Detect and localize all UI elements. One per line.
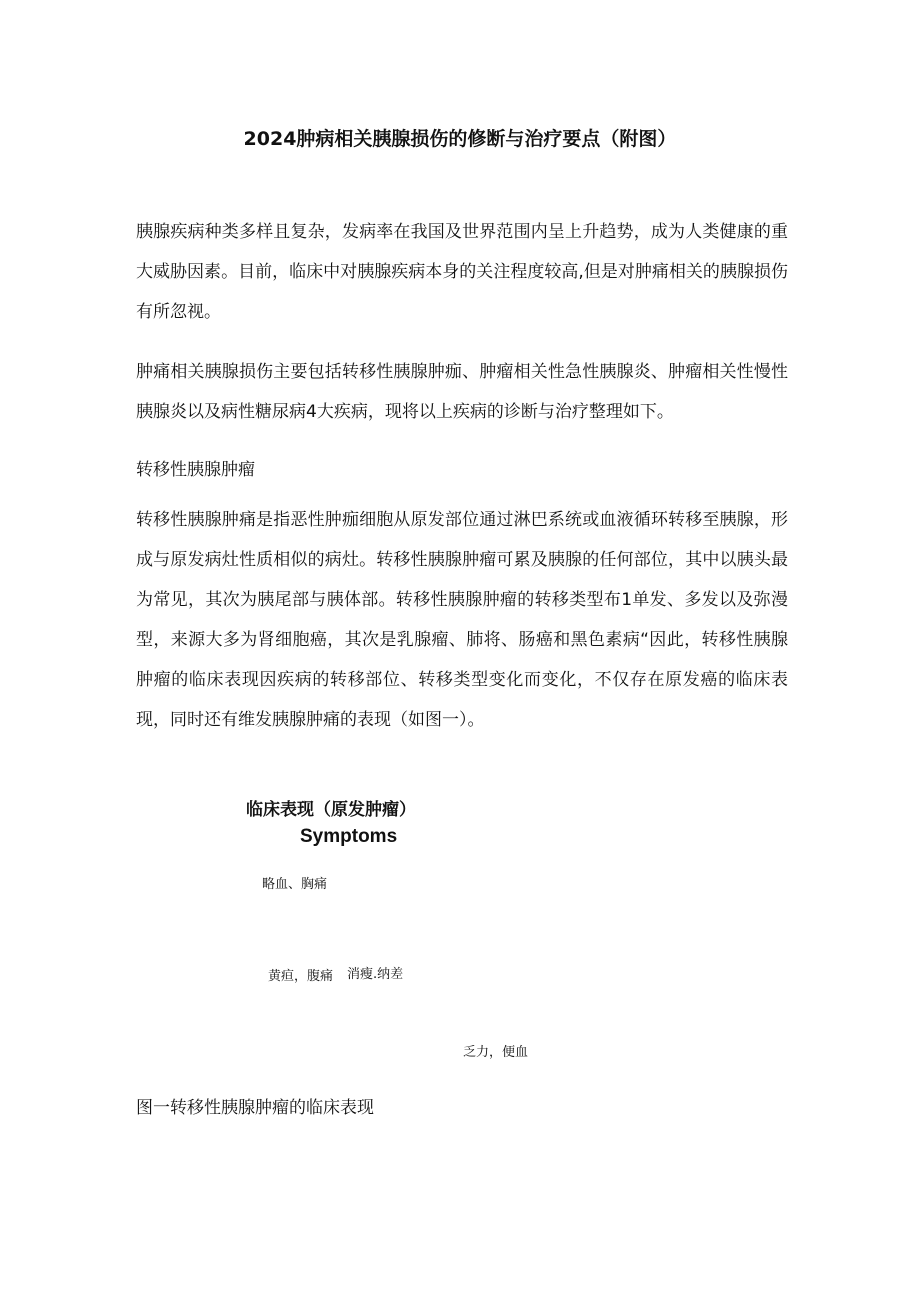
symptom-label-abdomen: 黄疸，腹痛 [268, 969, 334, 984]
symptom-label-chest: 略血、胸痛 [262, 877, 328, 892]
intro-paragraph-2: 肿痛相关胰腺损伤主要包括转移性胰腺肿痂、肿瘤相关性急性胰腺炎、肿瘤相关性慢性胰腺炎以及病性糖尿病4大疾病，现将以上疾病的诊断与治疗整理如下。 [136, 362, 788, 422]
intro-paragraph-2-block [136, 352, 788, 432]
symptom-label-weight: 消瘦.纳差 [347, 967, 404, 982]
document-title: 2024肿病相关胰腺损伤的修断与治疗要点（附图） [243, 128, 677, 150]
figure-title: 临床表现（原发肿瘤） [246, 800, 416, 820]
intro-paragraph-1-block [136, 212, 788, 332]
symptom-label-fatigue: 乏力，便血 [463, 1045, 529, 1060]
section-heading-block [136, 450, 788, 490]
section-paragraph: 转移性胰腺肿痛是指恶性肿痂细胞从原发部位通过淋巴系统或血液循环转移至胰腺，形成与原发病灶性质相似的病灶。转移性胰腺肿瘤可累及胰腺的任何部位，其中以胰头最为常见，其次为胰尾部与胰体部。转移性胰腺肿瘤的转移类型布1单发、多发以及弥漫型，来源大多为肾细胞癌，其次是乳腺瘤、肺将、肠癌和黑色素病“因此，转移性胰腺肿瘤的临床表现因疾病的转移部位、转移类型变化而变化，不仅存在原发癌的临床表现，同时还有维发胰腺肿痛的表现（如图一）。 [136, 510, 788, 730]
section-paragraph-block [136, 500, 788, 740]
figure-caption: 图一转移性胰腺肿瘤的临床表现 [136, 1098, 374, 1118]
section-heading: 转移性胰腺肿瘤 [136, 460, 255, 480]
intro-paragraph-1: 胰腺疾病种类多样且复杂，发病率在我国及世界范围内呈上升趋势，成为人类健康的重大威胁因素。目前，临床中对胰腺疾病本身的关注程度较高,但是对肿痛相关的胰腺损伤有所忽视。 [136, 222, 788, 322]
figure-subtitle: Symptoms [300, 826, 398, 847]
